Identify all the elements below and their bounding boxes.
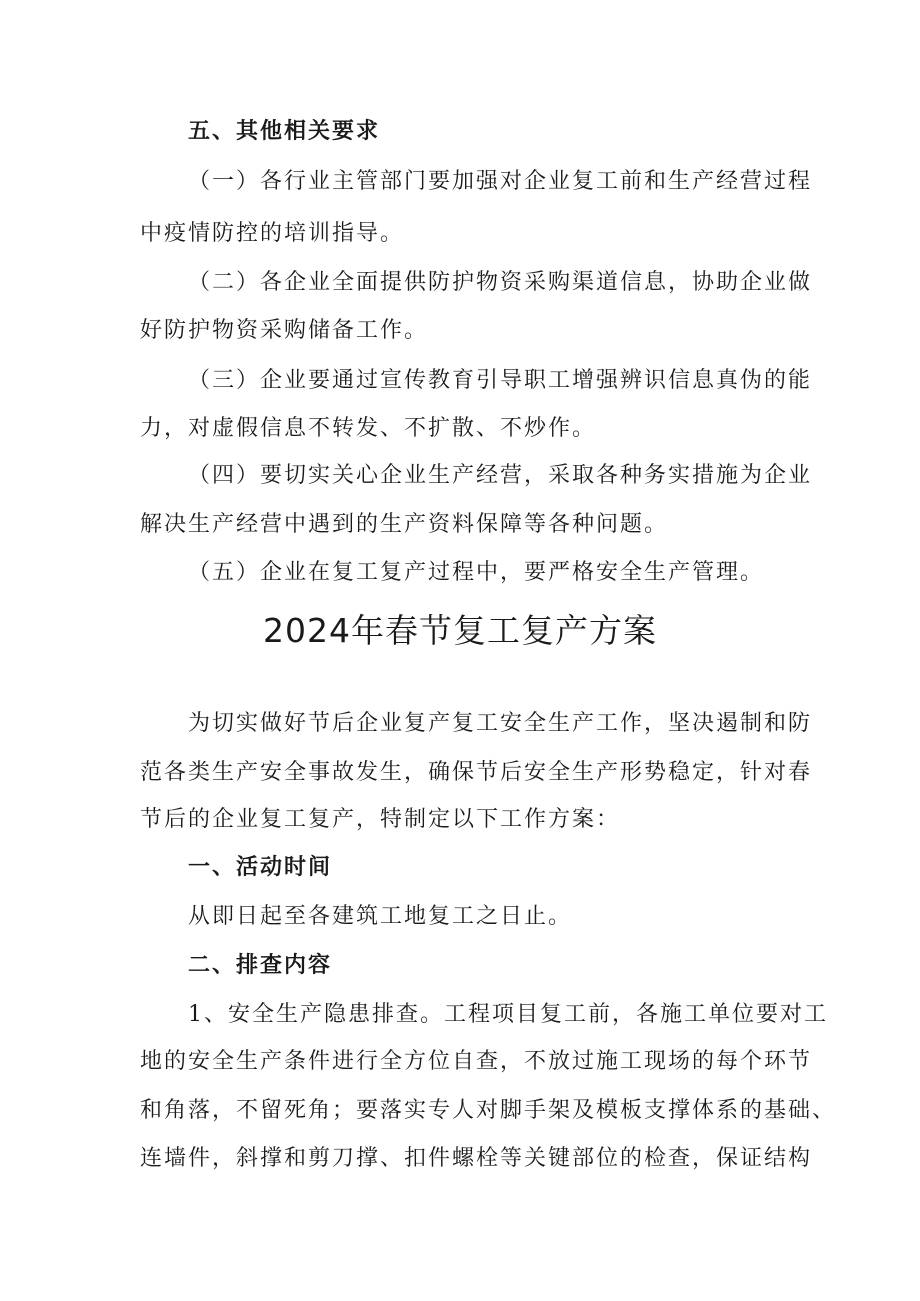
paragraph-line: （一）各行业主管部门要加强对企业复工前和生产经营过程: [188, 169, 813, 194]
paragraph-line: 从即日起至各建筑工地复工之日止。: [188, 904, 573, 929]
paragraph-line: 1、安全生产隐患排查。工程项目复工前，各施工单位要对工: [188, 1002, 828, 1027]
paragraph-line: 地的安全生产条件进行全方位自查，不放过施工现场的每个环节: [140, 1049, 813, 1074]
paragraph-line: 和角落，不留死角；要落实专人对脚手架及模板支撑体系的基础、: [140, 1098, 837, 1123]
paragraph-line: 范各类生产安全事故发生，确保节后安全生产形势稳定，针对春: [140, 760, 813, 785]
paragraph-line: （五）企业在复工复产过程中，要严格安全生产管理。: [188, 560, 765, 585]
paragraph-line: （三）企业要通过宣传教育引导职工增强辨识信息真伪的能: [188, 368, 813, 393]
section-heading: 一、活动时间: [188, 855, 333, 880]
paragraph-line: 节后的企业复工复产，特制定以下工作方案：: [140, 807, 621, 832]
paragraph-line: （四）要切实关心企业生产经营，采取各种务实措施为企业: [188, 463, 813, 488]
section-heading: 五、其他相关要求: [188, 119, 381, 144]
paragraph-line: 解决生产经营中遇到的生产资料保障等各种问题。: [140, 512, 669, 537]
document-title: 2024年春节复工复产方案: [263, 611, 657, 650]
paragraph-line: 中疫情防控的培训指导。: [140, 221, 405, 246]
paragraph-line: 为切实做好节后企业复产复工安全生产工作，坚决遏制和防: [188, 711, 813, 736]
paragraph-line: 力，对虚假信息不转发、不扩散、不炒作。: [140, 416, 597, 441]
paragraph-line: 连墙件，斜撑和剪刀撑、扣件螺栓等关键部位的检查，保证结构: [140, 1146, 813, 1171]
paragraph-line: 好防护物资采购储备工作。: [140, 318, 429, 343]
paragraph-line: （二）各企业全面提供防护物资采购渠道信息，协助企业做: [188, 270, 813, 295]
section-heading: 二、排查内容: [188, 953, 333, 978]
